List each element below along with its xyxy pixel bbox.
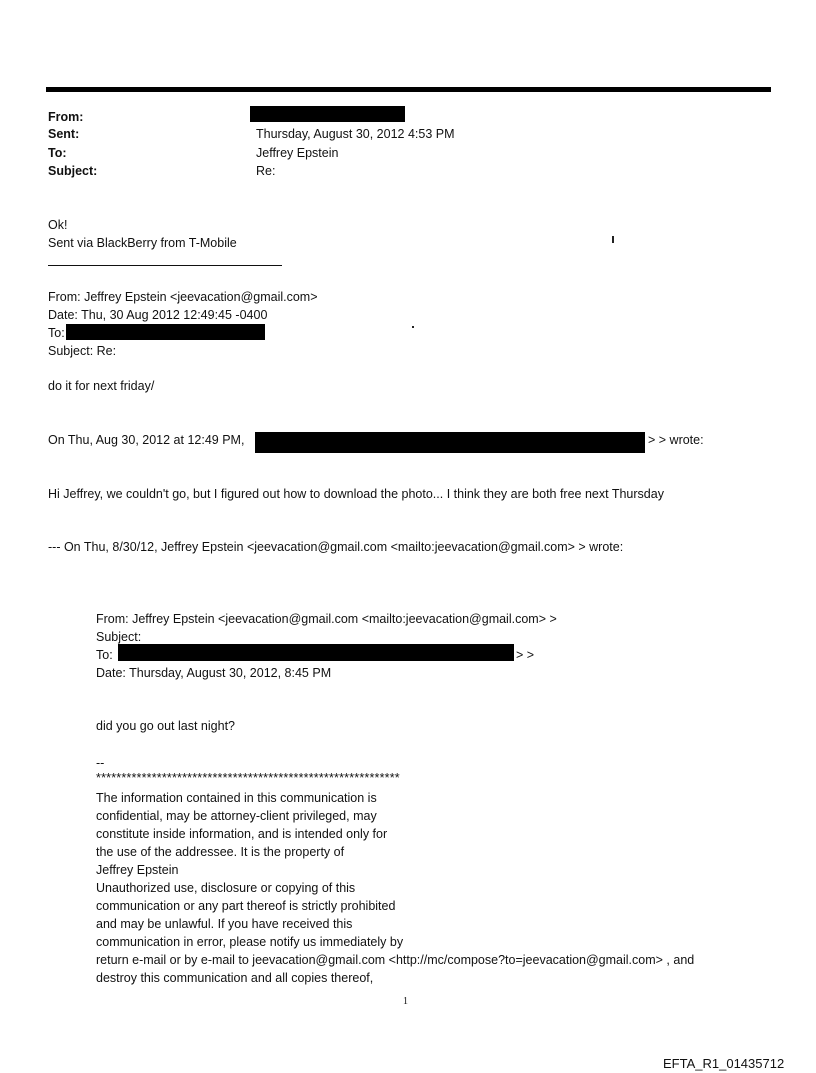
inner-date: Date: Thursday, August 30, 2012, 8:45 PM: [96, 666, 332, 680]
forwarded-from: From: Jeffrey Epstein <jeevacation@gmail.com>: [48, 290, 318, 304]
signature-stars: ************************************************************: [96, 771, 400, 785]
inner-to-suffix: > >: [516, 648, 535, 662]
forwarded-body: do it for next friday/: [48, 379, 155, 393]
quote1-body: Hi Jeffrey, we couldn't go, but I figured out how to download the photo... I think they are both free next Thursday: [48, 487, 664, 501]
disclaimer-line: Unauthorized use, disclosure or copying of this: [96, 881, 356, 895]
disclaimer-line: return e-mail or by e-mail to jeevacation@gmail.com <http://mc/compose?to=jeevacation@gmail.com> , and: [96, 953, 695, 967]
forwarded-subject: Subject: Re:: [48, 344, 117, 358]
signature-divider: [48, 265, 282, 266]
forwarded-date: Date: Thu, 30 Aug 2012 12:49:45 -0400: [48, 308, 268, 322]
inner-body: did you go out last night?: [96, 719, 235, 733]
sent-value: Thursday, August 30, 2012 4:53 PM: [256, 127, 455, 141]
disclaimer-line: the use of the addressee. It is the property of: [96, 845, 345, 859]
header-rule: [46, 87, 771, 92]
redacted-quote1-sender: [255, 432, 645, 453]
subject-label: Subject:: [48, 164, 98, 178]
to-value: Jeffrey Epstein: [256, 146, 339, 160]
from-label: From:: [48, 110, 84, 124]
disclaimer-line: The information contained in this communication is: [96, 791, 377, 805]
scan-mark: [612, 236, 614, 243]
disclaimer-line: communication or any part thereof is strictly prohibited: [96, 899, 396, 913]
redacted-inner-recipient: [118, 644, 514, 661]
quote1-suffix: > > wrote:: [648, 433, 704, 447]
inner-from: From: Jeffrey Epstein <jeevacation@gmail.com <mailto:jeevacation@gmail.com> >: [96, 612, 557, 626]
page-number: 1: [403, 996, 408, 1007]
disclaimer-line: communication in error, please notify us immediately by: [96, 935, 404, 949]
disclaimer-line: Jeffrey Epstein: [96, 863, 179, 877]
redacted-recipient: [66, 324, 265, 340]
to-label: To:: [48, 146, 67, 160]
scan-dot: [412, 326, 414, 328]
inner-subject: Subject:: [96, 630, 142, 644]
reply-line-2: Sent via BlackBerry from T-Mobile: [48, 236, 237, 250]
disclaimer-line: destroy this communication and all copies thereof,: [96, 971, 374, 985]
disclaimer-line: constitute inside information, and is intended only for: [96, 827, 388, 841]
forwarded-to: To:: [48, 326, 65, 340]
document-id: EFTA_R1_01435712: [663, 1056, 785, 1071]
sent-label: Sent:: [48, 127, 80, 141]
reply-line-1: Ok!: [48, 218, 68, 232]
subject-value: Re:: [256, 164, 276, 178]
redacted-sender: [250, 106, 405, 122]
signature-dashes: --: [96, 756, 105, 770]
disclaimer-line: confidential, may be attorney-client privileged, may: [96, 809, 377, 823]
inner-to-prefix: To:: [96, 648, 113, 662]
disclaimer-line: and may be unlawful. If you have received this: [96, 917, 353, 931]
quote1-prefix: On Thu, Aug 30, 2012 at 12:49 PM,: [48, 433, 245, 447]
quote2-intro: --- On Thu, 8/30/12, Jeffrey Epstein <jeevacation@gmail.com <mailto:jeevacation@gmail.com> > wrote:: [48, 540, 624, 554]
